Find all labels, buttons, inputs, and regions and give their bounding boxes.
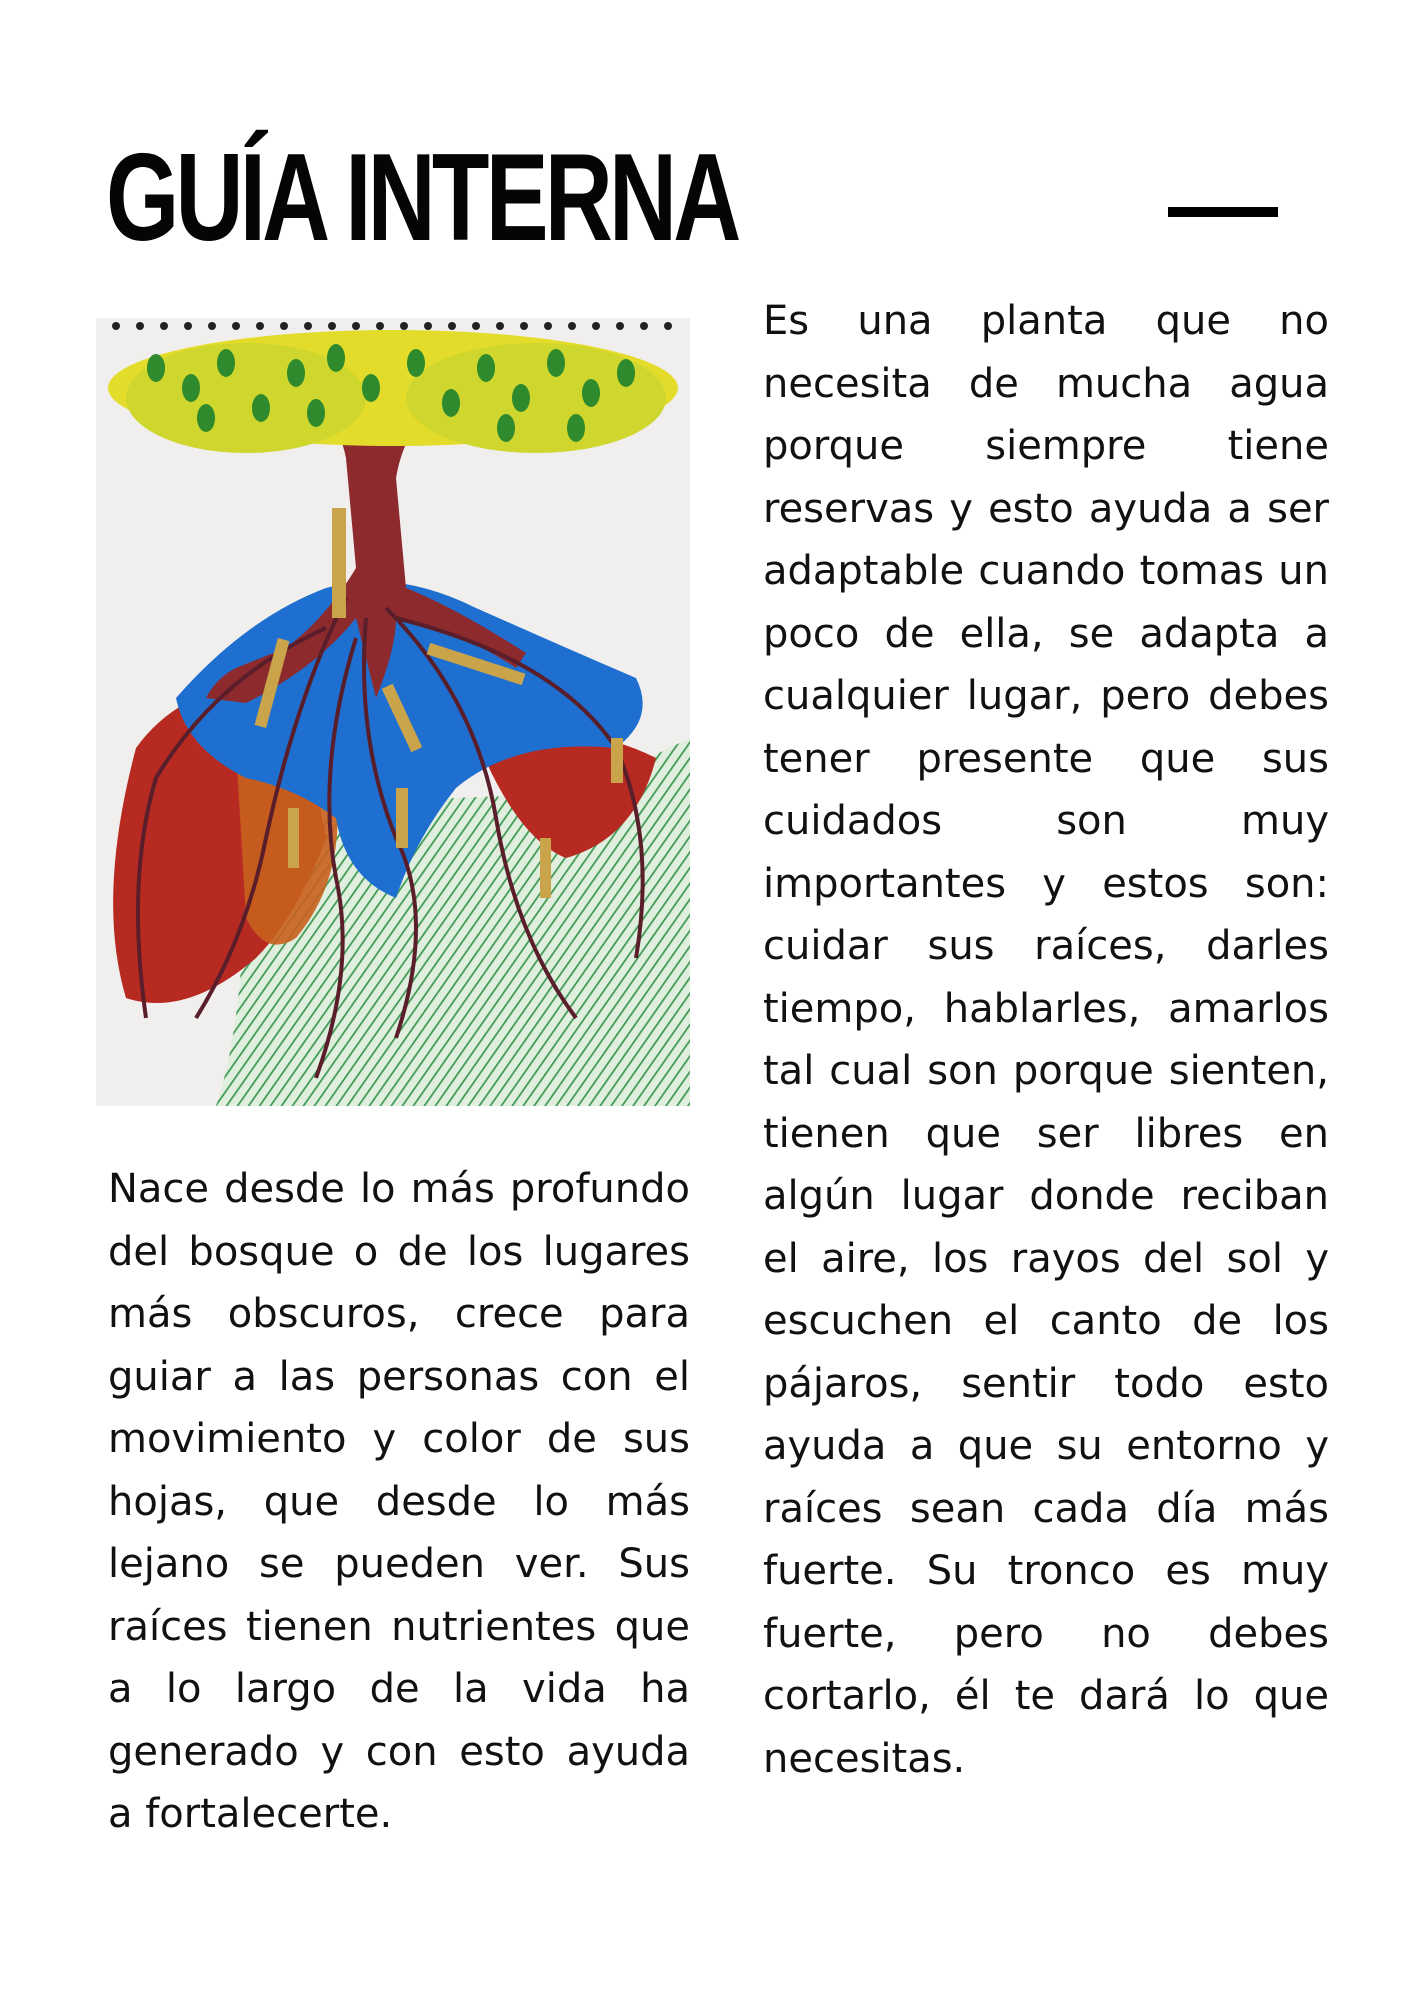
decorative-dash (1168, 207, 1278, 217)
paragraph-left: Nace desde lo más profundo del bosque o de los lugares más obscuros, crece para guiar a las personas con el movimiento y color de sus hojas, que desde lo más lejano se pueden ver. Sus raíces tienen nutrientes que a lo largo de la vida ha generado y con esto ayuda a fortalecerte. (108, 1166, 690, 1837)
tree-illustration (96, 318, 690, 1106)
page-title: GUÍA INTERNA (106, 129, 738, 267)
tree-foliage (108, 330, 678, 453)
paragraph-right: Es una planta que no necesita de mucha agua porque siempre tiene reservas y esto ayuda a ser adaptable cuando tomas un poco de ella, se adapta a cualquier lugar, pero debes tener presente que sus cuidados son muy importantes y estos son: cuidar sus raíces, darles tiempo, hablarles, amarlos tal cual son porque sienten, tienen que ser libres en algún lugar donde reciban el aire, los rayos del sol y escuchen el canto de los pájaros, sentir todo esto ayuda a que su entorno y raíces sean cada día más fuerte. Su tronco es muy fuerte, pero no debes cortarlo, él te dará lo que necesitas. (763, 298, 1329, 1782)
